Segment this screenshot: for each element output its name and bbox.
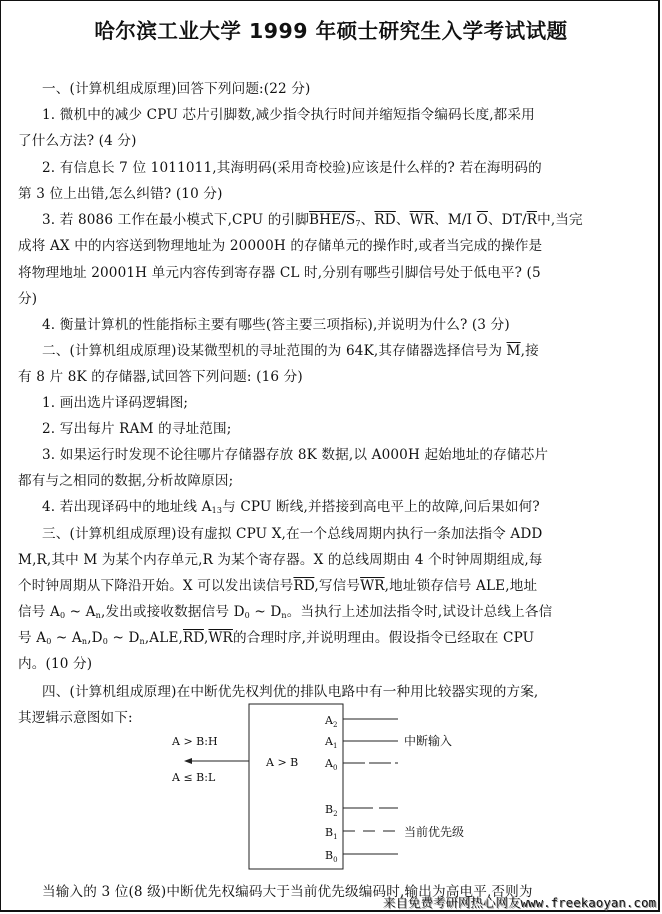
text: ~ D: [249, 604, 282, 620]
signal-m-bar: $\overline{M}$: [506, 343, 521, 359]
subscript: 0: [59, 611, 66, 620]
subscript: n: [281, 611, 287, 620]
q1-item2-line2: 第 3 位上出错,怎么纠错? (10 分): [18, 186, 223, 202]
subscript: n: [139, 637, 145, 646]
pin-a2: $A_2$: [325, 714, 338, 729]
text: ~ D: [107, 630, 140, 646]
signal-bhe: [309, 212, 355, 228]
q3-line1: 三、(计算机组成原理)设有虚拟 CPU X,在一个总线周期内执行一条加法指令 ADD: [42, 526, 543, 542]
q2-item4-prefix: 4. 若出现译码中的地址线 A: [42, 499, 212, 515]
signal-r-bar: $\overline{R}$: [526, 212, 538, 228]
q4-line1: 四、(计算机组成原理)在中断优先权判优的排队电路中有一种用比较器实现的方案,: [42, 684, 539, 700]
signal-mio-text: 、M/I: [434, 212, 477, 228]
q3-line4: [18, 600, 552, 620]
text: ,: [203, 630, 209, 646]
q1-item2-line1: 2. 有信息长 7 位 1011011,其海明码(采用奇校验)应该是什么样的? 若在海明码的: [42, 160, 542, 176]
pin-a0: $A_0$: [325, 757, 338, 772]
signal-wr: $\overline{WR}$: [360, 578, 385, 594]
q3-line3-text: 个时钟周期从下降沿开始。X 可以发出读信号: [18, 578, 294, 594]
subscript-7: 7: [355, 219, 361, 228]
subscript: 0: [244, 611, 250, 620]
signal-rd: $\overline{RD}$: [183, 630, 204, 646]
watermark: 来自免费考研网热心网友www.freekaoyan.com: [383, 895, 656, 910]
text: ~ A: [51, 630, 82, 646]
q2-header-suffix: ,接: [520, 343, 539, 359]
text: ,发出或接收数据信号 D: [100, 604, 245, 620]
q1-item1-line2: 了什么方法? (4 分): [18, 133, 137, 149]
signal-io-bar: $\overline{O}$: [476, 212, 488, 228]
subscript: n: [95, 611, 101, 620]
comparator-label: A > B: [266, 756, 299, 769]
q3-line2: M,R,其中 M 为某个内存单元,R 为某个寄存器。X 的总线周期由 4 个时钟周期组成,每: [18, 552, 543, 568]
q1-item4: 4. 衡量计算机的性能指标主要有哪些(答主要三项指标),并说明为什么? (3 分): [42, 317, 510, 333]
text: 。当执行上述加法指令时,试设计总线上各信: [286, 604, 553, 620]
signal-wr: $\overline{WR}$: [208, 630, 233, 646]
q2-item1: 1. 画出选片译码逻辑图;: [42, 395, 189, 411]
comparator-box: [249, 704, 343, 869]
q2-item2: 2. 写出每片 RAM 的寻址范围;: [42, 421, 232, 437]
pin-a1: $A_1$: [325, 735, 338, 750]
text: 号 A: [18, 630, 47, 646]
q1-item1-line1: 1. 微机中的减少 CPU 芯片引脚数,减少指令执行时间并缩短指令编码长度,都采用: [42, 107, 535, 123]
subscript: n: [81, 637, 88, 646]
signal-rd: $\overline{RD}$: [374, 212, 396, 228]
signal-s7-text: /S: [341, 212, 356, 228]
interrupt-input-label: 中断输入: [404, 734, 453, 748]
q1-item3-prefix: 3. 若 8086 工作在最小模式下,CPU 的引脚: [42, 212, 309, 228]
q3-line5: [18, 626, 534, 646]
q4-tail-line: 当输入的 3 位(8 级)中断优先权编码大于当前优先级编码时,输出为高电平,否则为: [42, 884, 533, 900]
output-high-label: A > B:H: [172, 735, 218, 748]
current-priority-label: 当前优先级: [404, 825, 465, 839]
separator: 、: [395, 212, 410, 228]
q1-item3-line3: 将物理地址 20001H 单元内容传到寄存器 CL 时,分别有哪些引脚信号处于低电平? (5: [18, 265, 541, 281]
text: ~ A: [65, 604, 96, 620]
q2-header-line1: [42, 339, 539, 359]
q1-item3-line4: 分): [18, 291, 38, 307]
text: ,ALE,: [144, 630, 183, 646]
b-pins: [325, 803, 464, 864]
pin-b1: $B_1$: [325, 826, 338, 841]
subscript-13: 13: [211, 506, 223, 515]
q1-item3-line2: 成将 AX 中的内容送到物理地址为 20000H 的存储单元的操作时,或者当完成的操作是: [18, 238, 543, 254]
text: 信号 A: [18, 604, 60, 620]
q2-item3-line2: 都有与之相同的数据,分析故障原因;: [18, 473, 234, 489]
output-low-label: A ≤ B:L: [172, 771, 216, 784]
comparator-diagram: [0, 700, 662, 875]
q2-header-text: 二、(计算机组成原理)设某微型机的寻址范围的为 64K,其存储器选择信号为: [42, 343, 507, 359]
signal-bhe-text: BHE: [308, 212, 342, 228]
signal-wr: $\overline{WR}$: [409, 212, 435, 228]
q4-line2: 其逻辑示意图如下:: [18, 710, 133, 726]
text: ,D: [87, 630, 103, 646]
subscript: 0: [46, 637, 52, 646]
pin-b0: $B_0$: [325, 849, 338, 864]
q3-line6: 内。(10 分): [18, 656, 93, 672]
q1-header: 一、(计算机组成原理)回答下列问题:(22 分): [42, 81, 311, 97]
signal-rd: $\overline{RD}$: [293, 578, 315, 594]
arrow-left-icon: [184, 758, 192, 764]
q2-item4-suffix: 与 CPU 断线,并搭接到高电平上的故障,问后果如何?: [222, 499, 540, 515]
signal-dt-text: 、DT/: [487, 212, 527, 228]
pin-b2: $B_2$: [325, 803, 338, 818]
exam-title: 哈尔滨工业大学 1999 年硕士研究生入学考试试题: [94, 19, 568, 43]
separator: 、: [360, 212, 375, 228]
q2-item4: [42, 495, 540, 515]
q1-item3-suffix: 中,当完: [537, 212, 583, 228]
q3-line3-text: ,地址锁存信号 ALE,地址: [384, 578, 538, 594]
subscript: 0: [102, 637, 108, 646]
q3-line3-text: ,写信号: [314, 578, 361, 594]
q2-header-line2: 有 8 片 8K 的存储器,试回答下列问题: (16 分): [18, 369, 303, 385]
q2-item3-line1: 3. 如果运行时发现不论往哪片存储器存放 8K 数据,以 A000H 起始地址的存储芯片: [42, 447, 549, 463]
q3-line3: [18, 574, 537, 594]
text: 的合理时序,并说明理由。假设指令已经取在 CPU: [232, 630, 535, 646]
q1-item3-line1: [42, 208, 583, 228]
